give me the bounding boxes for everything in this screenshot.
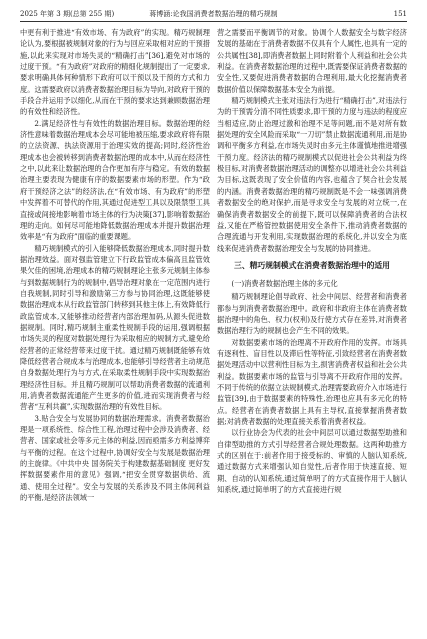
running-header <box>20 8 407 20</box>
paragraph: 2.满足经济性与有效性的数据治理目标。数据治理的经济性意味着数据治理成本会尽可能地被压缩,要求政府将有限的立法资源、执法资源用于治理实效的提高;同时,经济性治理成本也会被转移到消费者数据治理的成本中,从而在经济性之中,以此来让数据治理的合作更加有序与稳定。有效的数据治理主要表现为健康有序的数据要素市场的形塑。作为“政府干预经济之法”的经济法,在“有效市场、有为政府”的形塑中发挥着不可替代的作用,其通过促进型工具以及限禁型工具直接或间接地影响着市场主体的行为决策[37],影响着数据治理的走向。如何尽可能地降低数据治理成本并提升数据治理效率是“有为政府”面临的重要课题。 <box>20 118 210 242</box>
article-title: 蒋博涵:论我国消费者数据治理的精巧规制 <box>149 10 278 18</box>
paragraph: 精巧规制模式的引入能够降低数据治理成本,同时提升数据治理效益。面对强监管建立下行政监管成本偏高且监管效果欠佳的困境,治理成本的精巧规制理论主张多元规制主体参与到数据规制行为的规制中,倡导治理对象在一定范围内进行自我规制,同时引导和激励第三方参与协同治理,这既能够使数据治理成本从行政监管部门转移到其他主体上,有效降低行政监管成本,又能够推动经营者内部治理加码,从源头促进数据规制。同时,精巧规制主重柔性规制手段的运用,强调根据市场失灵的程度对数据处理行为采取相应的规制方式,避免给经营者的正常经营带来过度干扰。通过精巧规制既能够有效降低经营者合规成本与治理成本,也能够引导经营者主动规范自身数据处理行为与方式,在采取柔性规制手段中实现数据治理经济性目标。并且精巧规制可以帮助消费者数据的流通利用,消费者数据流通能产生更多的价值,进而实现消费者与经营者“互利共赢”,实现数据治理的有效性目标。 <box>20 243 210 412</box>
subsection-heading: (一)消费者数据治理主体的多元化 <box>231 278 338 288</box>
issue-info: 2025 年第 3 期(总第 255 期) <box>20 10 115 18</box>
paragraph: 精巧规制模式主张对违法行为进行“精确打击”,对违法行为的干预需分清不同性质要求,即干预的力度与违法的程度应当相适应,防止治理过激和治理不足等问题,而不是对所有数据处理的安全风险而采取“一刀切”禁止数据流通利用,而是协调和平衡多方利益,在市场失灵时由多元主体谨慎地推进增强干预力度。经济法的精巧规制模式以促进社会公共利益为终极目标,对消费者数据治理活动的调整亦以增进社会公共利益为目标,这既表现了安全价值的内容,也蕴含了契合社会发展的内涵。消费者数据治理的精巧规制既是不会一味强调消费者数据安全的绝对保护,而是寻求安全与发展的对立统一,在确保消费者数据安全的前提下,既可以保障消费者的合法权益,又能在严格管控数据使用安全条件下,推动消费者数据的合理流通与开发利用,实现数据治理的系统化,并以安全为底线来促进消费者数据治理安全与发展的协同推进。 <box>217 96 407 253</box>
paragraph: 营之需要而平衡调节的对象。协调个人数据安全与数字经济发展的基础在于消费者数据不仅具有个人属性,也具有一定的公共属性[38],即消费者数据上同时附着个人利益和社会公共利益。在消费者数据治理的过程中,既需要保证消费者数据的安全性,又要促进消费者数据的合理利用,最大化挖掘消费者数据价值以保障数据基本安全为前提。 <box>217 28 407 94</box>
page-number: 151 <box>393 10 407 18</box>
paragraph: 中更有利于推进“有效市场、有为政府”的实现。精巧规制理论认为,要根据被规制对象的行为与回应采取相对应的干预措施,以此来实现对市场失灵的“精确打击”[36],避免对市场的过度干预。“有为政府”对政府的精细化规制提出了一定要求,要求明确具体何种情形下政府可以干预以及干预的方式和力度。这需要政府以消费者数据治理目标为导向,对政府干预的手段合并运用予以细化,从而在干预的要求达到兼顾数据治理的有效性和经济性。 <box>20 28 210 117</box>
paragraph: 以行业协会为代表的社会中间层可以通过数据型助推和自律型助推的方式引导经营者合规处理数据。这两种助推方式的区别在于:前者作用于接受标的、审慎的人脑认知系统,通过数据方式来增强认知自觉性,后者作用于快速直接、短期、自动的认知系统,通过简单明了的方式直接作用于人脑认知系统,通过简单明了的方式直接进行规 <box>217 428 407 495</box>
right-column <box>217 27 407 631</box>
left-column <box>20 27 210 631</box>
section-heading: 三、精巧规制模式在消费者数据治理中的适用 <box>234 260 390 270</box>
paragraph: 3.贴合安全与发展协同的数据治理需求。消费者数据治理是一项系统性、综合性工程,治理过程中会涉及消费者、经营者、国家或社会等多元主体的利益,因而亟需多方利益博弈与平衡的过程。在这个过程中,协调好安全与发展是数据治理的主旋律。《中共中央 国务院关于构建数据基础制度 更好发挥数据要素作用的意见》强调,“把安全贯穿数据供给、流通、使用全过程”。安全与发展的关系涉及不同主体间利益的平衡,是经济法领域一 <box>20 413 210 503</box>
paragraph: 精巧规制理论倡导政府、社会中间层、经营者和消费者都参与到消费者数据治理中。政府和非政府主体在消费者数据治理中的角色、权力(权利)及行使方式存在差异,对消费者数据治理行为的规制也会产生不同的效果。 <box>217 292 407 336</box>
paragraph: 对数据要素市场的治理离不开政府作用的发挥。市场具有逐利性、盲目性以及滞后性等特征,引致经营者在消费者数据处理活动中以营利性目标为主,损害消费者权益和社会公共利益。数据要素市场的监管与引导离不开政府作用的发挥。不同于传统的依据立法规制模式,治理需要政府介入市场进行监管[39],由于数据要素的特殊性,治理也应具有多元化的特点。经营者在消费者数据上具有主导权,直接掌握消费者数据;对消费者数据的处理直接关系着消费者权益。 <box>217 337 407 426</box>
header-rule <box>20 21 407 22</box>
